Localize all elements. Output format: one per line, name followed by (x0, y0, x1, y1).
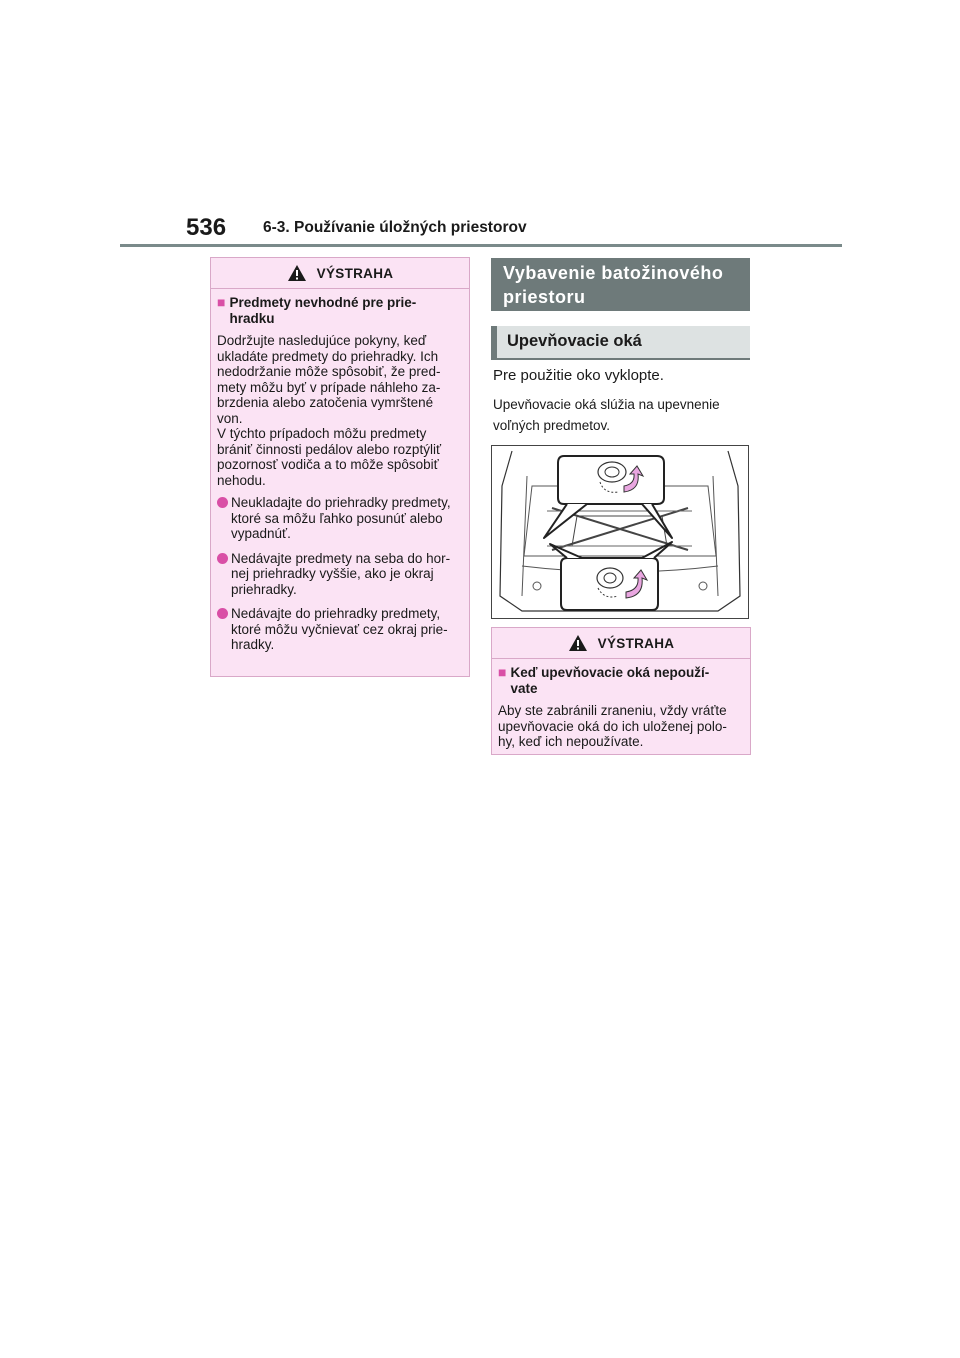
page-number: 536 (186, 214, 227, 241)
warning-item-title: ■ Predmety nevhodné pre prie- hradku (217, 294, 417, 326)
cargo-tie-down-illustration (491, 445, 749, 619)
subsection-heading: Upevňovacie oká (491, 326, 750, 358)
section-heading: Vybavenie batožinového priestoru (491, 258, 750, 311)
intro-text: Pre použitie oko vyklopte. (493, 367, 664, 384)
warning-header (492, 628, 750, 659)
header-rule (120, 244, 842, 247)
warning-paragraph: Dodržujte nasledujúce pokyny, keď ukladáte predmety do priehradky. Ich nedodržanie môže spôsobiť, že pred- mety môžu byť v prípade náhleho za- brzdenia alebo zatočenia vymrštené von. V týchto prípadoch môžu predmety brániť činnosti pedálov alebo rozptýliť pozornosť vodiča a to môže spôsobiť nehodu. (217, 333, 442, 488)
warning-triangle-icon (568, 634, 588, 652)
bullet-dot-icon (217, 553, 228, 564)
section-title: 6-3. Používanie úložných priestorov (263, 219, 527, 236)
warning-heading: VÝSTRAHA (316, 265, 394, 281)
bullet-dot-icon (217, 497, 228, 508)
list-item: Nedávajte do priehradky predmety, ktoré môžu vyčnievať cez okraj prie- hradky. (217, 606, 463, 653)
right-warning-box (491, 627, 751, 755)
square-bullet-icon: ■ (217, 294, 226, 310)
warning-triangle-icon (287, 264, 307, 282)
warning-heading: VÝSTRAHA (597, 635, 675, 651)
warning-header (211, 258, 469, 289)
bullet-dot-icon (217, 608, 228, 619)
warning-item-title: ■ Keď upevňovacie oká nepouží- vate (498, 664, 710, 696)
warning-paragraph: Aby ste zabránili zraneniu, vždy vráťte upevňovacie oká do ich uloženej polo- hy, keď ich nepoužívate. (498, 703, 727, 749)
list-item: Neukladajte do priehradky predmety, ktoré sa môžu ľahko posunúť alebo vypadnúť. (217, 495, 463, 542)
list-item: Nedávajte predmety na seba do hor- nej priehradky vyššie, ako je okraj priehradky. (217, 551, 463, 598)
description-text: Upevňovacie oká slúžia na upevnenie voľných predmetov. (493, 397, 720, 433)
cargo-area-drawing (492, 446, 748, 618)
left-warning-box (210, 257, 470, 677)
square-bullet-icon: ■ (498, 664, 507, 680)
page-header (0, 0, 960, 250)
